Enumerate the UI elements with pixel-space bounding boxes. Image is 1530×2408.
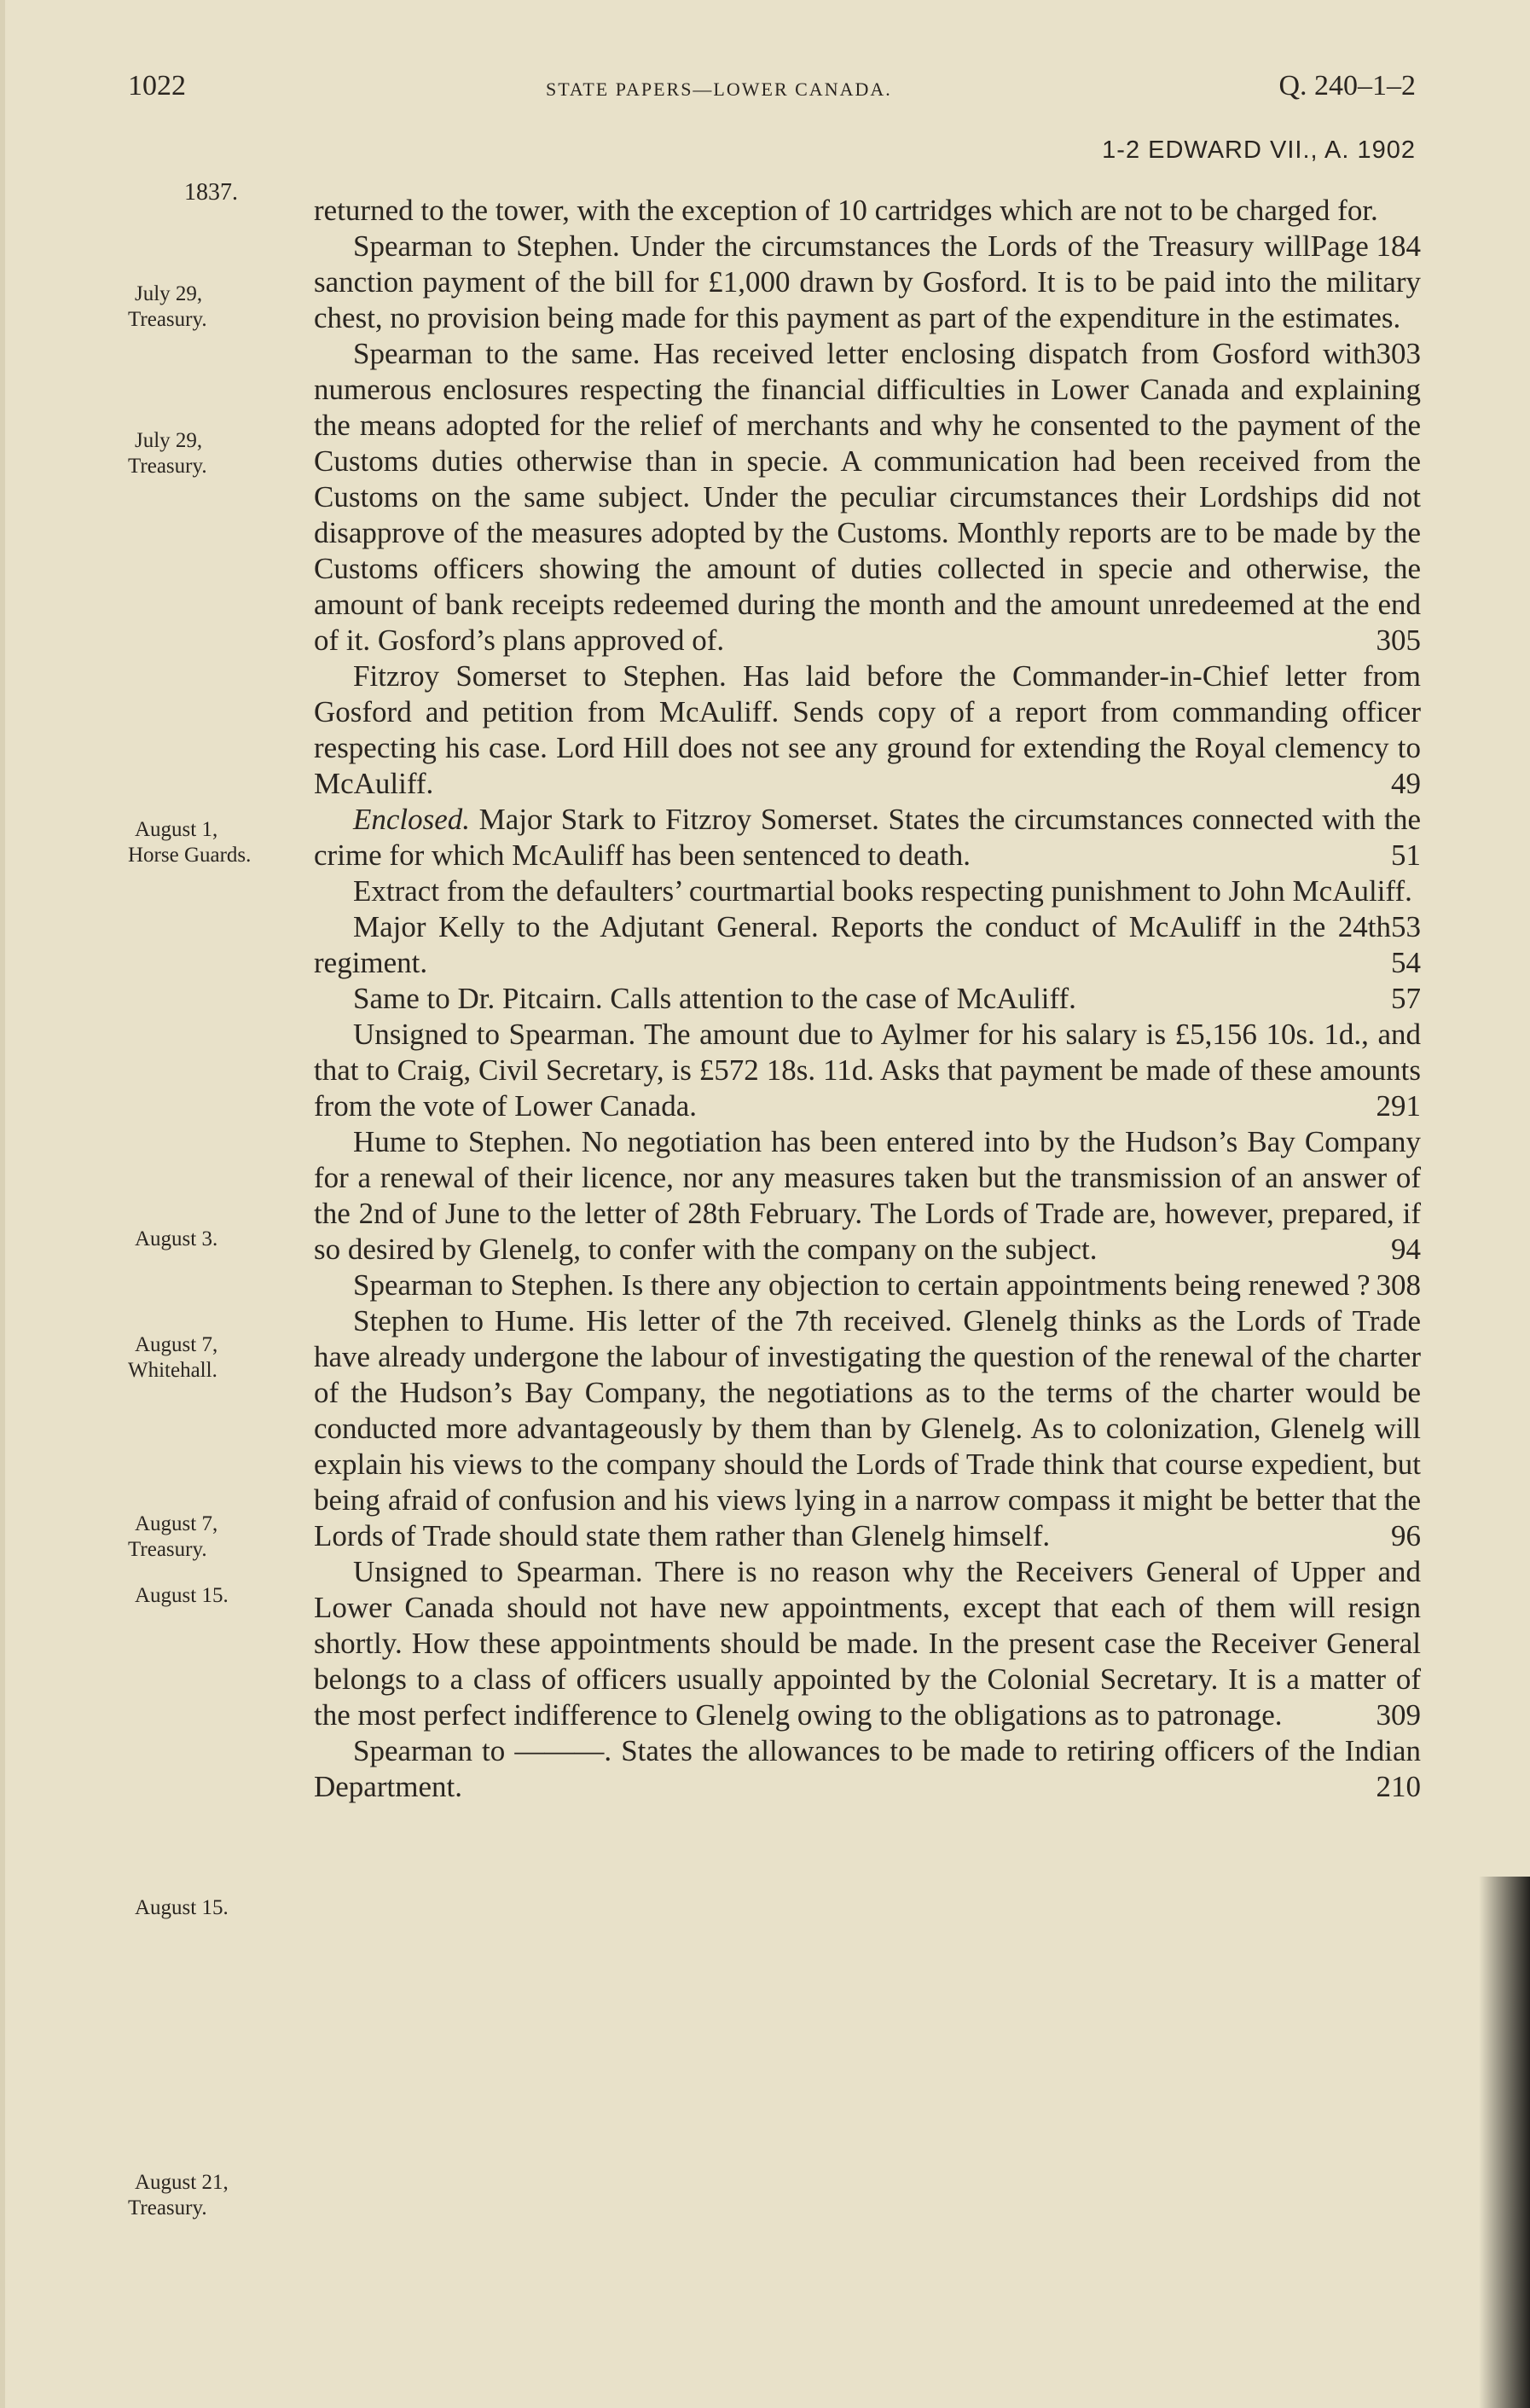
margin-date-line: August 1, <box>135 818 218 841</box>
entry-text: Stephen to Hume. His letter of the 7th received. Glenelg thinks as the Lords of Trade have already undergone the labour of investigating the question of the renewal of the charter of the Hudson’s Bay Company, the negotiations as to the terms of the charter would be conducted more advantageously by them than by Glenelg. As to colonization, Glenelg will explain his views to the company should the Lords of Trade think that course expedient, but being afraid of confusion and his views lying in a narrow compass it might be better that the Lords of Trade should state them rather than Glenelg himself. <box>314 1304 1421 1552</box>
margin-date-line: August 15. <box>135 1584 229 1607</box>
page-reference: 96 <box>1391 1519 1421 1552</box>
margin-date-line: August 7, <box>135 1333 218 1356</box>
page-reference: 53 <box>1391 910 1421 943</box>
margin-date <box>128 817 298 868</box>
entry-text: Spearman to ———. States the allowances to be made to retiring officers of the Indian Department. <box>314 1734 1421 1803</box>
calendar-body <box>314 193 1421 1805</box>
margin-date-line: August 3. <box>135 1227 218 1250</box>
margin-date-line: August 21, <box>135 2171 229 2194</box>
page-reference: 49 <box>1391 767 1421 800</box>
margin-date <box>128 2170 298 2221</box>
margin-date <box>128 1227 298 1252</box>
calendar-entry <box>314 873 1421 943</box>
running-head <box>128 70 1416 113</box>
entry-text: Major Kelly to the Adjutant General. Reports the conduct of McAuliff in the 24th regiment. <box>314 910 1391 979</box>
entry-text: Unsigned to Spearman. There is no reason why the Receivers General of Upper and Lower Canada should not have new appointments, except that each of them will resign shortly. How these appointments should be made. In the present case the Receiver General belongs to a class of officers usually appointed by the Colonial Secretary. It is a matter of the most perfect indifference to Glenelg owing to the obligations as to patronage. <box>314 1555 1421 1732</box>
margin-place-line: Treasury. <box>128 308 207 331</box>
calendar-entry <box>314 1268 1421 1303</box>
calendar-entry <box>314 336 1421 659</box>
calendar-entry <box>314 1733 1421 1805</box>
calendar-entry <box>314 981 1421 1017</box>
entry-text: Extract from the defaulters’ courtmartial books respecting punishment to John McAuliff. <box>353 874 1412 908</box>
margin-place-line: Treasury. <box>128 2196 207 2219</box>
year-note: 1837. <box>184 179 238 206</box>
calendar-entry <box>314 229 1421 370</box>
margin-place-line: Treasury. <box>128 1538 207 1561</box>
calendar-entry <box>314 193 1421 263</box>
margin-date <box>128 1583 298 1609</box>
margin-date <box>128 1895 298 1921</box>
margin-date <box>128 281 298 333</box>
entry-text: Major Stark to Fitzroy Somerset. States the circumstances connected with the crime for which McAuliff has been sentenced to death. <box>314 803 1421 872</box>
calendar-entry <box>314 659 1421 802</box>
page-reference: 291 <box>1376 1089 1421 1123</box>
page-reference: 57 <box>1391 982 1421 1015</box>
enclosure-label: Enclosed. <box>353 803 471 836</box>
entry-text: Unsigned to Spearman. The amount due to Aylmer for his salary is £5,156 10s. 1d., and that to Craig, Civil Secretary, is £572 18s. 11d. Asks that payment be made of these amounts from the vote of Lower Canada. <box>314 1018 1421 1123</box>
page-reference: 51 <box>1391 838 1421 872</box>
entry-text: Hume to Stephen. No negotiation has been entered into by the Hudson’s Bay Company for a renewal of their licence, nor any measures taken but the transmission of an answer of the 2nd of June to the letter of 28th February. The Lords of Trade are, however, prepared, if so desired by Glenelg, to confer with the company on the subject. <box>314 1125 1421 1266</box>
margin-date <box>128 1332 298 1384</box>
page-number: 1022 <box>128 70 186 102</box>
series-title: STATE PAPERS—LOWER CANADA. <box>546 78 892 100</box>
page-reference: 303 <box>1376 337 1421 370</box>
page-reference: 308 <box>1376 1268 1421 1302</box>
calendar-entry <box>314 802 1421 873</box>
entry-text: Spearman to Stephen. Is there any objection to certain appointments being renewed ? <box>353 1268 1371 1302</box>
entry-text: Fitzroy Somerset to Stephen. Has laid before the Commander-in-Chief letter from Gosford and petition from McAuliff. Sends copy of a report from commanding officer respecting his case. Lord Hill does not see any ground for extending the Royal clemency to McAuliff. <box>314 659 1421 800</box>
page-reference: Page 184 <box>1310 229 1421 263</box>
calendar-entry <box>314 909 1421 981</box>
binding-shadow <box>1479 1877 1530 2408</box>
calendar-entry <box>314 1303 1421 1554</box>
page-reference: 305 <box>1376 624 1421 657</box>
page-reference: 94 <box>1391 1233 1421 1266</box>
edition-line: 1-2 EDWARD VII., A. 1902 <box>1102 136 1416 164</box>
calendar-entry <box>314 1017 1421 1124</box>
entry-text: Spearman to Stephen. Under the circumstances the Lords of the Treasury will sanction payment of the bill for £1,000 drawn by Gosford. It is to be paid into the military chest, no provision being made for this payment as part of the expenditure in the estimates. <box>314 229 1421 334</box>
calendar-entry <box>314 1554 1421 1733</box>
margin-date-line: August 15. <box>135 1896 229 1919</box>
entry-text: Spearman to the same. Has received letter enclosing dispatch from Gosford with numerous enclosures respecting the financial difficulties in Lower Canada and explaining the means adopted for the relief of merchants and why he consented to the payment of the Customs duties otherwise than in specie. A communication had been received from the Customs on the same subject. Under the peculiar circumstances their Lordships did not disapprove of the measures adopted by the Customs. Monthly reports are to be made by the Customs officers showing the amount of duties collected in specie and otherwise, the amount of bank receipts redeemed during the month and the amount unredeemed at the end of it. Gosford’s plans approved of. <box>314 337 1421 657</box>
page-reference: 210 <box>1376 1770 1421 1803</box>
margin-date-line: July 29, <box>135 429 203 452</box>
page-reference: 309 <box>1376 1698 1421 1732</box>
margin-place-line: Treasury. <box>128 455 207 478</box>
page-reference: 54 <box>1391 946 1421 979</box>
entry-text: returned to the tower, with the exception of 10 cartridges which are not to be charged for. <box>314 194 1378 227</box>
page-edge <box>0 0 5 2408</box>
entry-text: Same to Dr. Pitcairn. Calls attention to the case of McAuliff. <box>353 982 1076 1015</box>
calendar-entry <box>314 1124 1421 1268</box>
margin-date <box>128 428 298 479</box>
margin-date-line: July 29, <box>135 282 203 305</box>
margin-place-line: Horse Guards. <box>128 844 252 867</box>
margin-date <box>128 1512 298 1563</box>
volume-reference: Q. 240–1–2 <box>1278 70 1416 102</box>
margin-place-line: Whitehall. <box>128 1359 217 1382</box>
margin-date-line: August 7, <box>135 1512 218 1535</box>
